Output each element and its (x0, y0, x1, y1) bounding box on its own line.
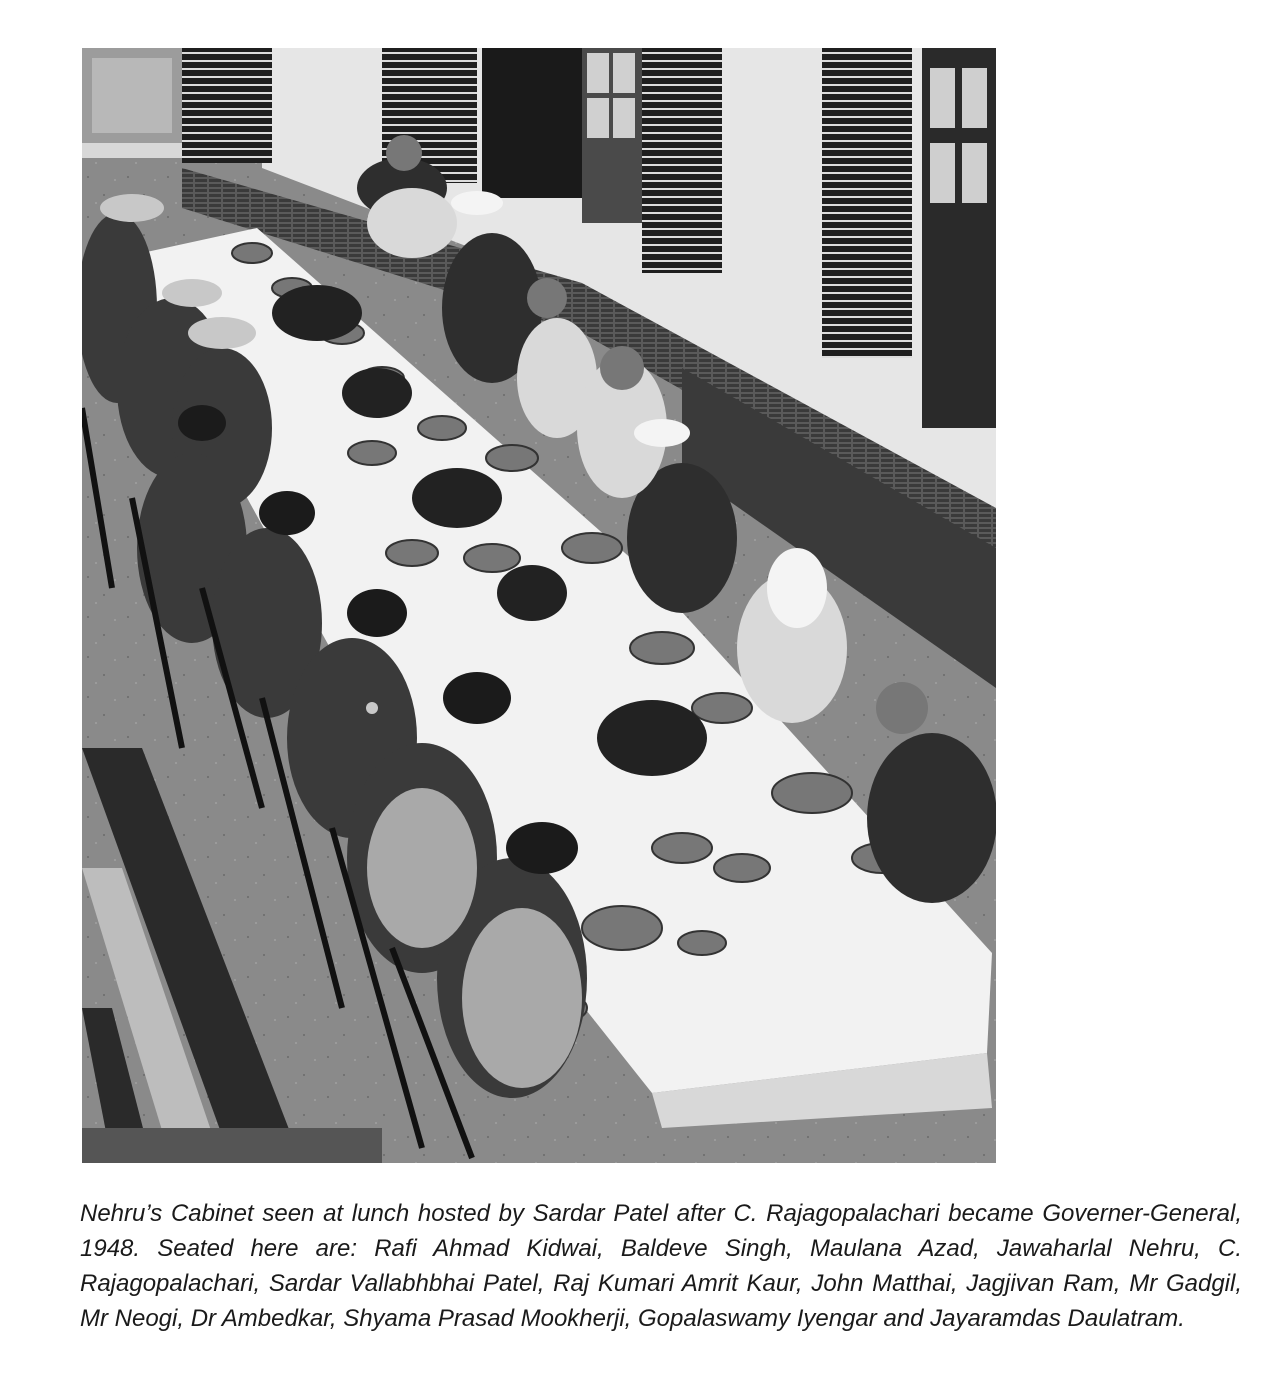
lunch-photograph-illustration (82, 48, 996, 1163)
lunch-photograph (82, 48, 996, 1163)
photo-caption: Nehru’s Cabinet seen at lunch hosted by Sardar Patel after C. Rajagopalachari became Governer-General, 1948. Seated here are: Rafi Ahmad Kidwai, Baldeve Singh, Maulana Azad, Jawaharlal Nehru, C. Rajagopalachari, Sardar Vallabhbhai Patel, Raj Kumari Amrit Kaur, John Matthai, Jagjivan Ram, Mr Gadgil, Mr Neogi, Dr Ambedkar, Shyama Prasad Mookherji, Gopalaswamy Iyengar and Jayaramdas Daulatram. (80, 1200, 1242, 1332)
